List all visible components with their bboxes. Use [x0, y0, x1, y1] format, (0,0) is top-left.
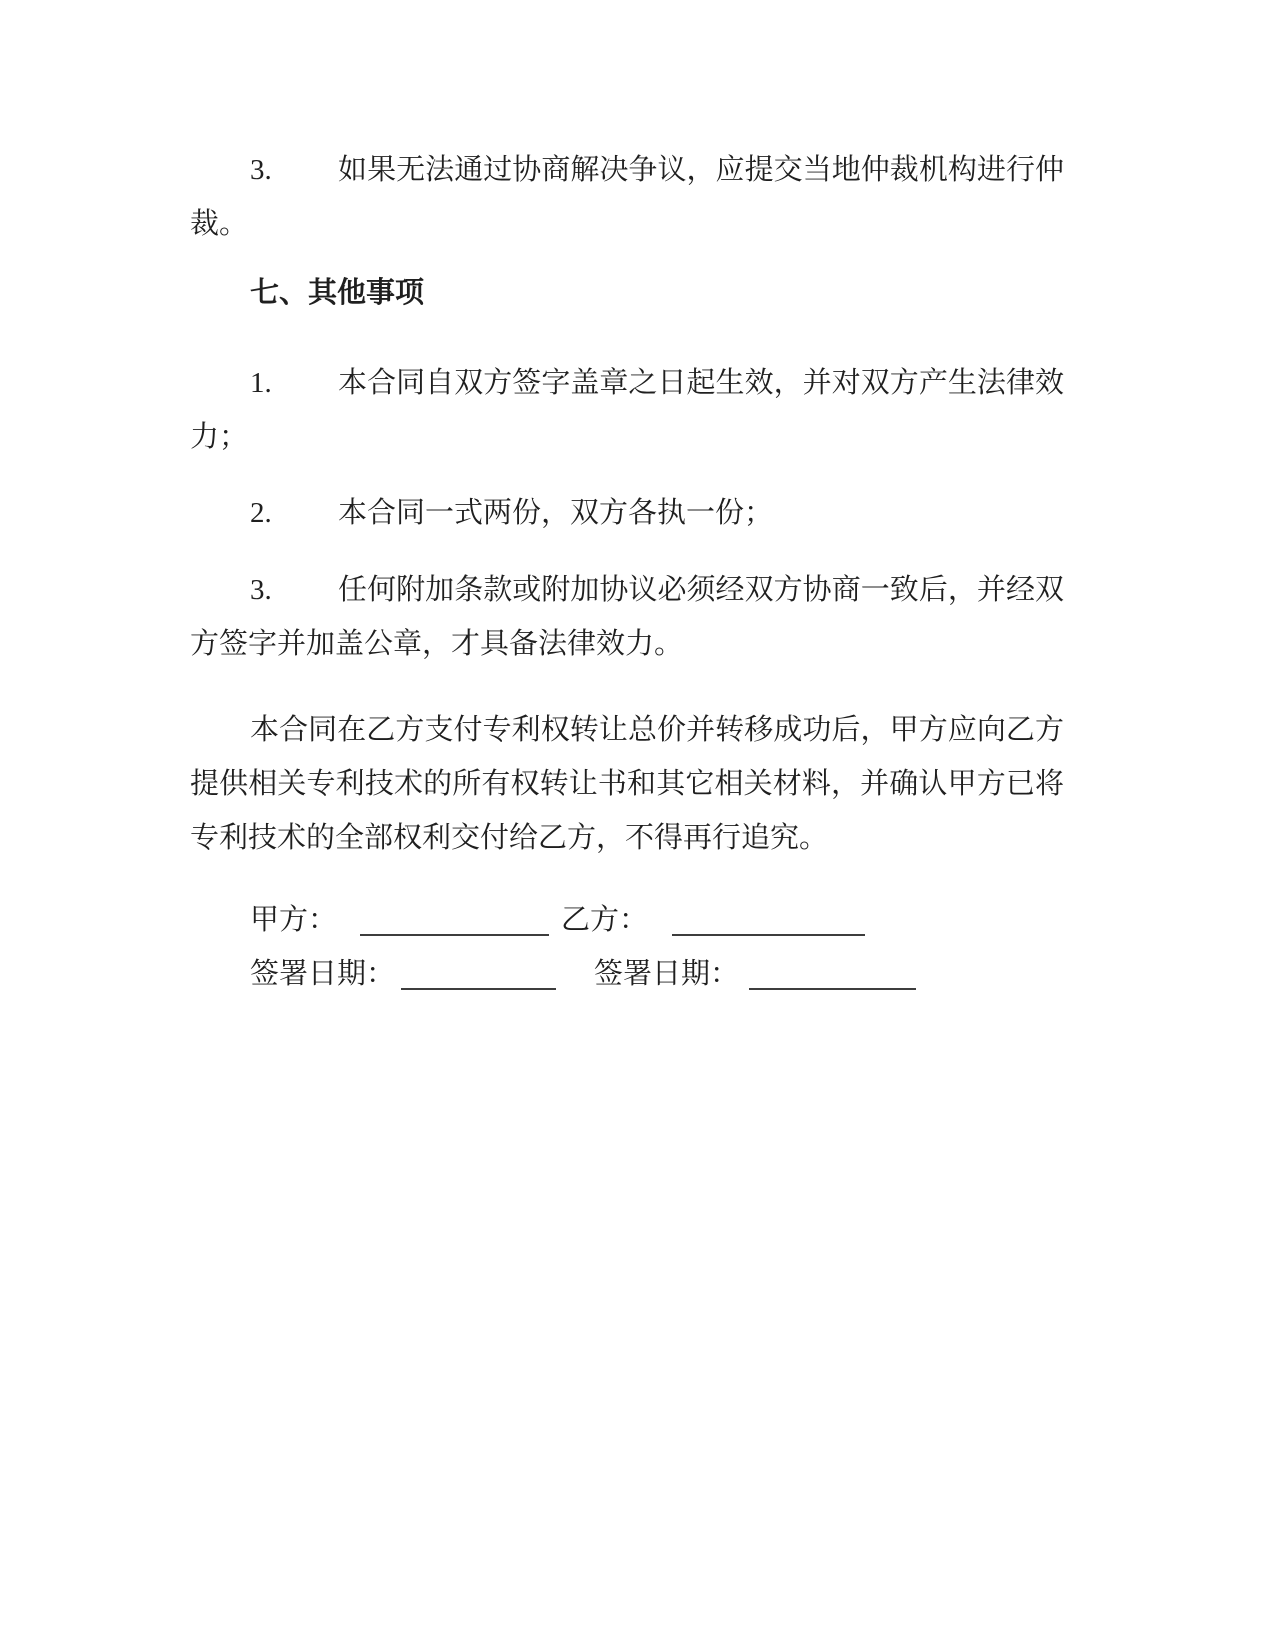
closing-paragraph: 本合同在乙方支付专利权转让总价并转移成功后，甲方应向乙方提供相关专利技术的所有权转让书和其它相关材料，并确认甲方已将专利技术的全部权利交付给乙方，不得再行追究。 — [190, 714, 1064, 854]
party-a-label: 甲方： — [250, 904, 338, 936]
item-1-text: 本合同自双方签字盖章之日起生效，并对双方产生法律效力； — [190, 367, 1064, 453]
clause-arbitration-number: 3. — [250, 154, 272, 186]
signature-row-dates — [190, 947, 1064, 1001]
date-line-party-b — [749, 958, 916, 990]
item-2-text: 本合同一式两份，双方各执一份； — [338, 497, 774, 529]
date-line-party-a — [401, 958, 556, 990]
item-2-number: 2. — [250, 497, 272, 529]
document-content — [190, 143, 1064, 1001]
other-matters-item-1 — [190, 356, 1064, 464]
section-heading-other-matters: 七、其他事项 — [250, 277, 425, 309]
clause-arbitration-text: 如果无法通过协商解决争议，应提交当地仲裁机构进行仲裁。 — [190, 154, 1064, 240]
clause-arbitration — [190, 143, 1064, 251]
party-a-signature-line — [360, 904, 549, 936]
item-1-number: 1. — [250, 367, 272, 399]
item-3-text: 任何附加条款或附加协议必须经双方协商一致后，并经双方签字并加盖公章，才具备法律效力。 — [190, 574, 1064, 660]
other-matters-item-2 — [190, 486, 1064, 540]
date-label-party-b: 签署日期： — [594, 958, 740, 990]
signature-row-parties — [190, 893, 1064, 947]
date-label-party-a: 签署日期： — [250, 958, 396, 990]
party-b-label: 乙方： — [561, 904, 649, 936]
item-3-number: 3. — [250, 574, 272, 606]
other-matters-item-3 — [190, 563, 1064, 671]
party-b-signature-line — [672, 904, 865, 936]
